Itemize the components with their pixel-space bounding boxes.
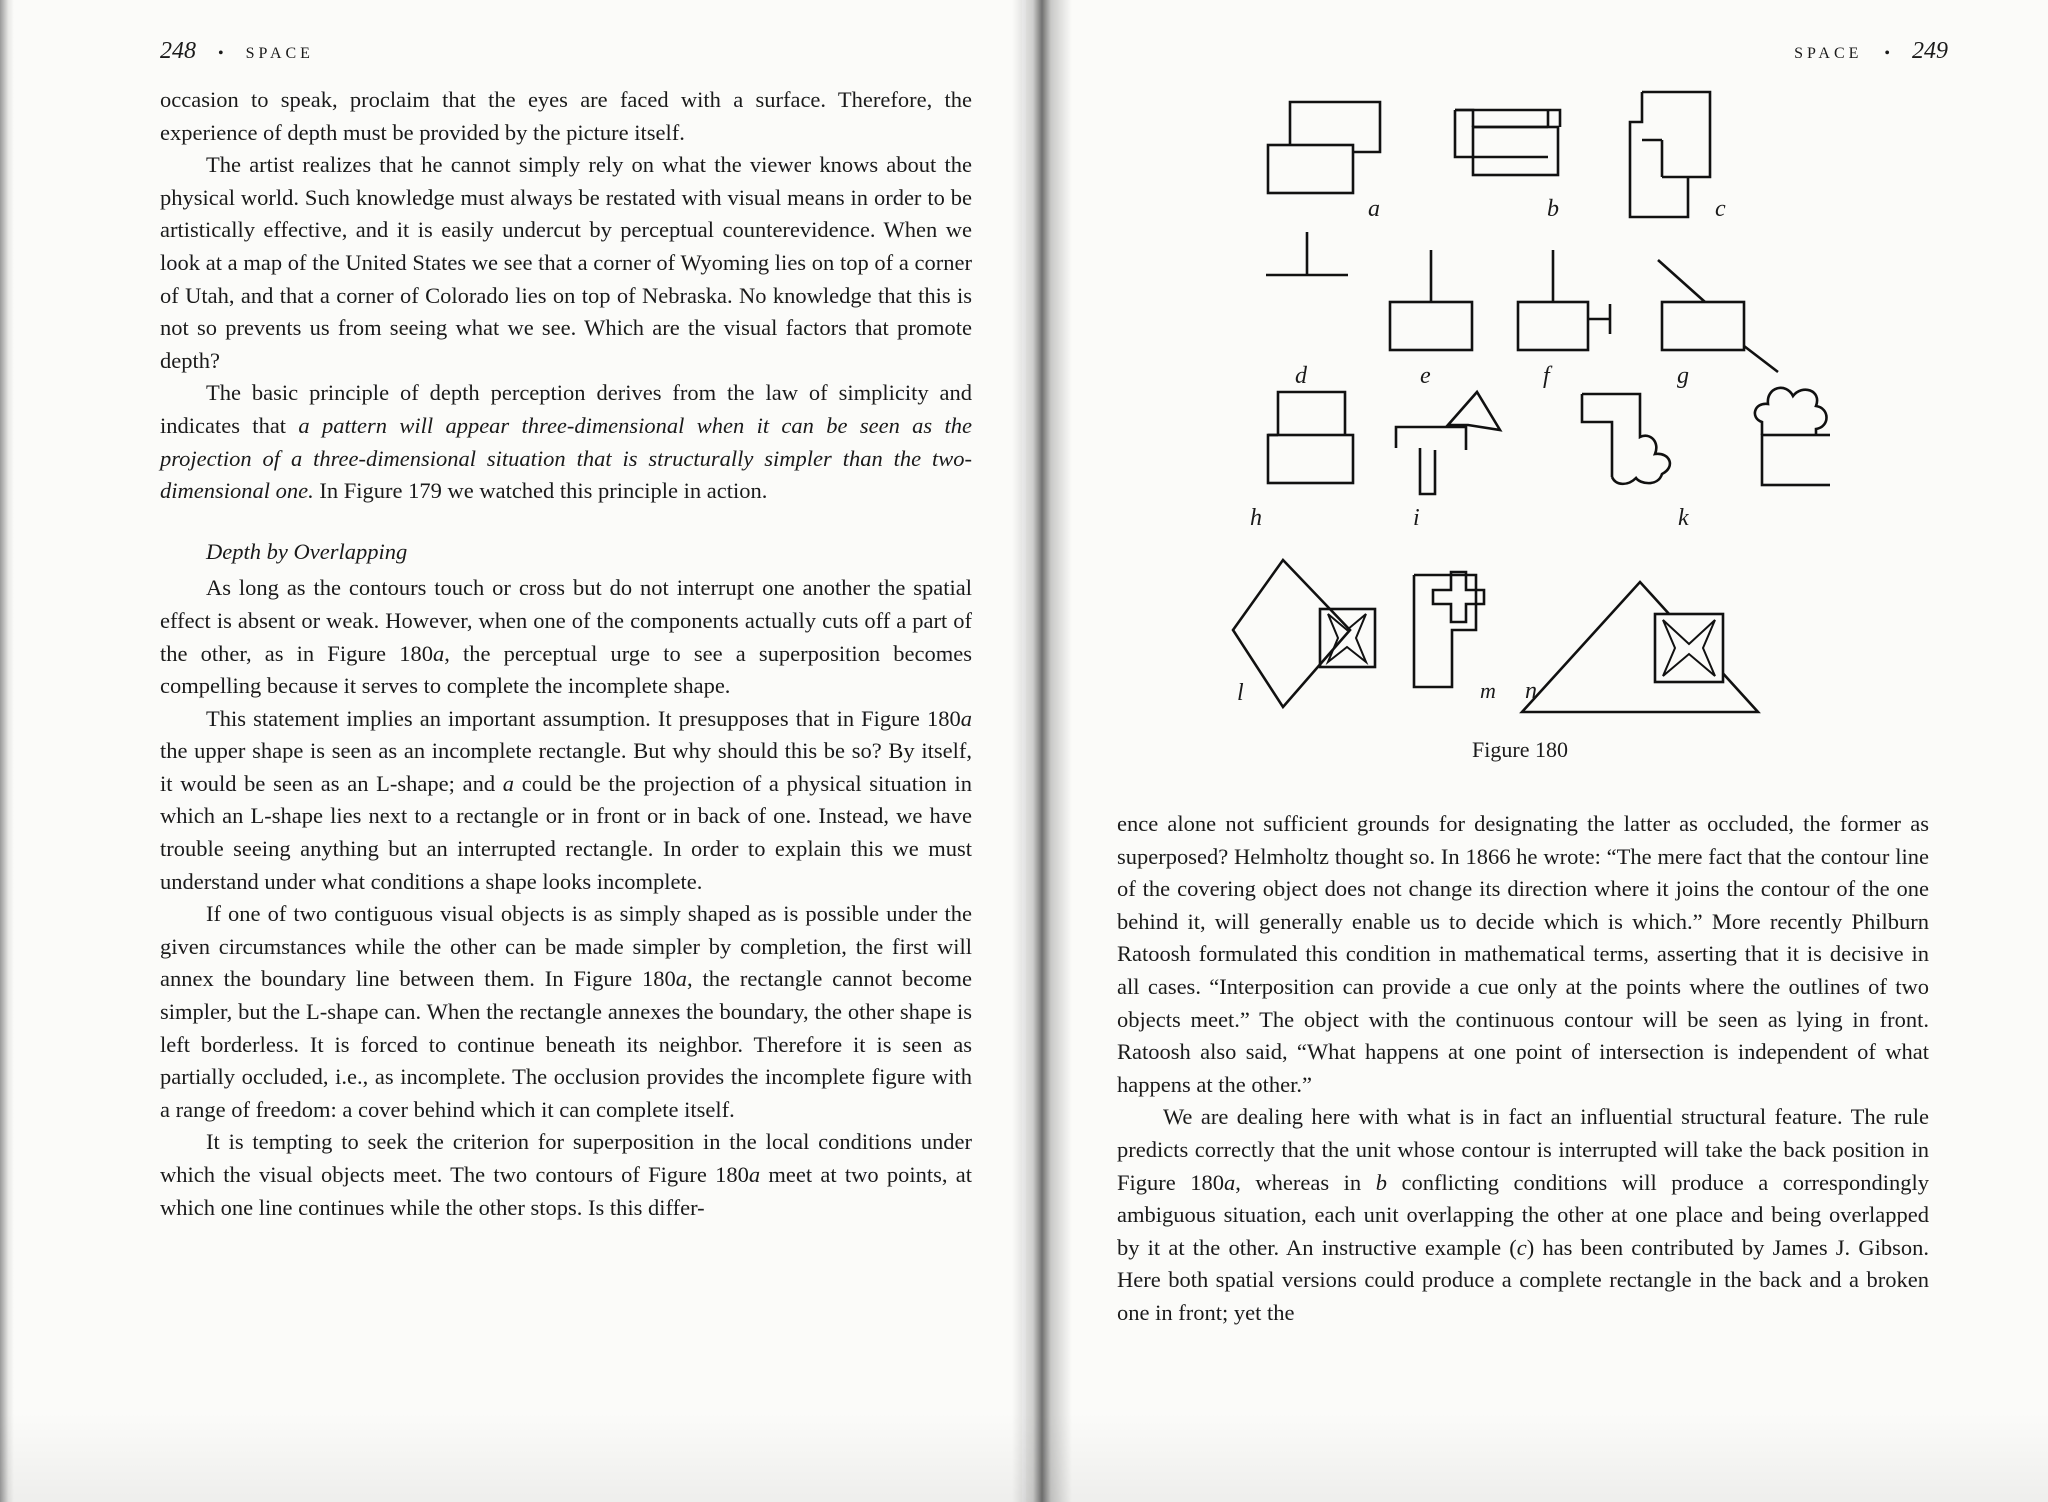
paragraph-text: Depth by Overlapping: [206, 538, 408, 564]
italic-text: a: [675, 966, 687, 992]
figure-label-n: n: [1525, 678, 1537, 704]
italic-text: a: [502, 770, 515, 796]
figure-180: [1230, 82, 1830, 742]
paragraph-text: ence alone not sufficient grounds for designating the latter as occluded, the former as superposed? Helmholtz thought so. In 1866 he wrote: “The mere fact that the contour line of the covering object does not change its direction where it joins the contour of the one behind it, will generally enable us to decide which is which.” More recently Philburn Ratoosh formulated this condition in mathematical terms, asserting that it is decisive in all cases. “Interposition can provide a cue only at the points where the outlines of two objects meet.” The object with the continuous contour will be seen as lying in front. Ratoosh also said, “What happens at one point of intersection is independent of what happens at the other.”: [1117, 811, 1929, 1097]
paragraph-text: , the rectangle cannot become simpler, but the L-shape can. When the rectangle annexes the boundary, the other shape is left borderless. It is forced to continue beneath its neighbor. Therefore it is seen as partially occluded, i.e., as incomplete. The occlusion provides the incomplete figure with a range of freedom: a cover behind which it can complete itself.: [160, 966, 972, 1122]
body-paragraph: [160, 84, 972, 149]
figure-shape-a: [1268, 102, 1380, 193]
body-paragraph: [160, 898, 972, 1126]
italic-text: a: [432, 640, 445, 666]
right-body-text: [1117, 808, 1929, 1330]
left-head-separator: •: [218, 45, 224, 62]
left-body-text: [160, 84, 972, 1224]
figure-label-h: h: [1250, 505, 1262, 531]
paragraph-text: , the perceptual urge to see a superposition becomes compelling because it serves to complete the incomplete shape.: [160, 640, 972, 699]
body-paragraph: [160, 377, 972, 507]
paragraph-text: The basic principle of depth perception derives from the law of simplicity and indicates that: [160, 380, 972, 438]
italic-text: a: [748, 1162, 761, 1187]
right-head-separator: •: [1884, 45, 1890, 62]
left-running-head: [160, 38, 314, 65]
figure-shape-d: [1266, 232, 1348, 275]
body-paragraph: [160, 1126, 972, 1224]
paragraph-text: It is tempting to seek the criterion for superposition in the local conditions under which the visual objects meet. The two contours of Figure 180: [160, 1129, 972, 1187]
paragraph-text: conflicting conditions will produce a correspondingly ambiguous situation, each unit overlapping the other at one place and being overlapped by it at the other. An instructive example (: [1117, 1169, 1930, 1260]
italic-text: a: [1224, 1169, 1236, 1195]
figure-label-f: f: [1543, 363, 1550, 389]
figure-shape-f: [1518, 250, 1610, 350]
book-gutter-shadow: [1012, 0, 1072, 1502]
paragraph-text: This statement implies an important assumption. It presupposes that in Figure 180: [206, 705, 961, 731]
body-paragraph: [160, 703, 972, 899]
page-edge-shadow: [0, 0, 14, 1502]
body-paragraph: [1117, 808, 1929, 1101]
left-page-number: 248: [160, 38, 196, 64]
figure-label-b: b: [1547, 196, 1559, 222]
body-paragraph: [160, 149, 972, 377]
figure-180-drawing: [1230, 82, 1830, 742]
figure-shape-l: [1233, 560, 1375, 707]
figure-label-a: a: [1368, 196, 1380, 222]
right-running-title: SPACE: [1794, 45, 1863, 62]
paragraph-text: In Figure 179 we watched this principle in action.: [313, 478, 768, 504]
paragraph-text: meet at two points, at which one line continues while the other stops. Is this differ-: [160, 1162, 972, 1220]
right-running-head: [1794, 38, 1948, 65]
figure-shape-c: [1630, 92, 1710, 217]
paragraph-text: could be the projection of a physical situation in which an L-shape lies next to a rectangle or in front or in back of one. Instead, we have trouble seeing anything but an interrupted rectangle. In order to explain this we must understand under what conditions a shape looks incomplete.: [160, 770, 972, 894]
figure-label-d: d: [1295, 363, 1307, 389]
figure-shape-i: [1396, 392, 1500, 494]
paragraph-text: As long as the contours touch or cross but do not interrupt one another the spatial effect is absent or weak. However, when one of the components actually cuts off a part of the other, as in Figure 180: [160, 575, 972, 666]
paragraph-text: , whereas in: [1235, 1169, 1376, 1195]
figure-label-e: e: [1420, 363, 1431, 389]
paragraph-text: the upper shape is seen as an incomplete rectangle. But why should this be so? By itself, it would be seen as an L-shape; and: [160, 738, 972, 796]
figure-label-i: i: [1413, 505, 1420, 531]
italic-text: c: [1516, 1234, 1527, 1260]
figure-label-g: g: [1677, 363, 1689, 389]
figure-label-k: k: [1678, 505, 1689, 531]
page-bottom-shade: [0, 1412, 2048, 1502]
figure-shape-h: [1268, 392, 1353, 483]
paragraph-text: If one of two contiguous visual objects is as simply shaped as is possible under the given circumstances while the other can be made simpler by completion, the first will annex the boundary line between them. In Figure 180: [160, 901, 972, 992]
figure-shape-e: [1390, 250, 1472, 350]
figure-label-l: l: [1237, 680, 1244, 706]
figure-shape-j: [1582, 394, 1670, 484]
section-heading: [160, 536, 972, 569]
figure-caption: Figure 180: [1472, 737, 1568, 762]
italic-text: a pattern will appear three-dimensional when it can be seen as the projection of a three-dimensional situation that is structurally simpler than the two-dimensional one.: [160, 412, 972, 504]
right-page-number: 249: [1912, 38, 1948, 64]
figure-shape-k: [1755, 388, 1830, 485]
figure-shape-b: [1455, 110, 1560, 175]
left-running-title: SPACE: [245, 45, 314, 62]
italic-text: a: [960, 705, 972, 731]
figure-label-m: m: [1480, 678, 1496, 703]
figure-shape-n: [1522, 582, 1758, 712]
body-paragraph: [1117, 1101, 1929, 1329]
figure-shape-g: [1658, 260, 1778, 372]
body-paragraph: [160, 572, 972, 702]
italic-text: b: [1375, 1169, 1387, 1195]
paragraph-text: The artist realizes that he cannot simply rely on what the viewer knows about the physical world. Such knowledge must always be restated with visual means in order to be artistically effective, and it is easily undercut by perceptual counterevidence. When we look at a map of the United States we see that a corner of Wyoming lies on top of a corner of Utah, and that a corner of Colorado lies on top of Nebraska. No knowledge that this is not so prevents us from seeing what we see. Which are the visual factors that promote depth?: [160, 152, 972, 373]
paragraph-text: We are dealing here with what is in fact an influential structural feature. The rule predicts correctly that the unit whose contour is interrupted will take the back position in Figure 180: [1117, 1104, 1929, 1195]
paragraph-text: ) has been contributed by James J. Gibson. Here both spatial versions could produce a complete rectangle in the back and a broken one in front; yet the: [1117, 1234, 1929, 1325]
paragraph-text: occasion to speak, proclaim that the eyes are faced with a surface. Therefore, the experience of depth must be provided by the picture itself.: [160, 87, 972, 145]
figure-label-c: c: [1715, 196, 1726, 222]
figure-shape-m: [1414, 572, 1484, 687]
